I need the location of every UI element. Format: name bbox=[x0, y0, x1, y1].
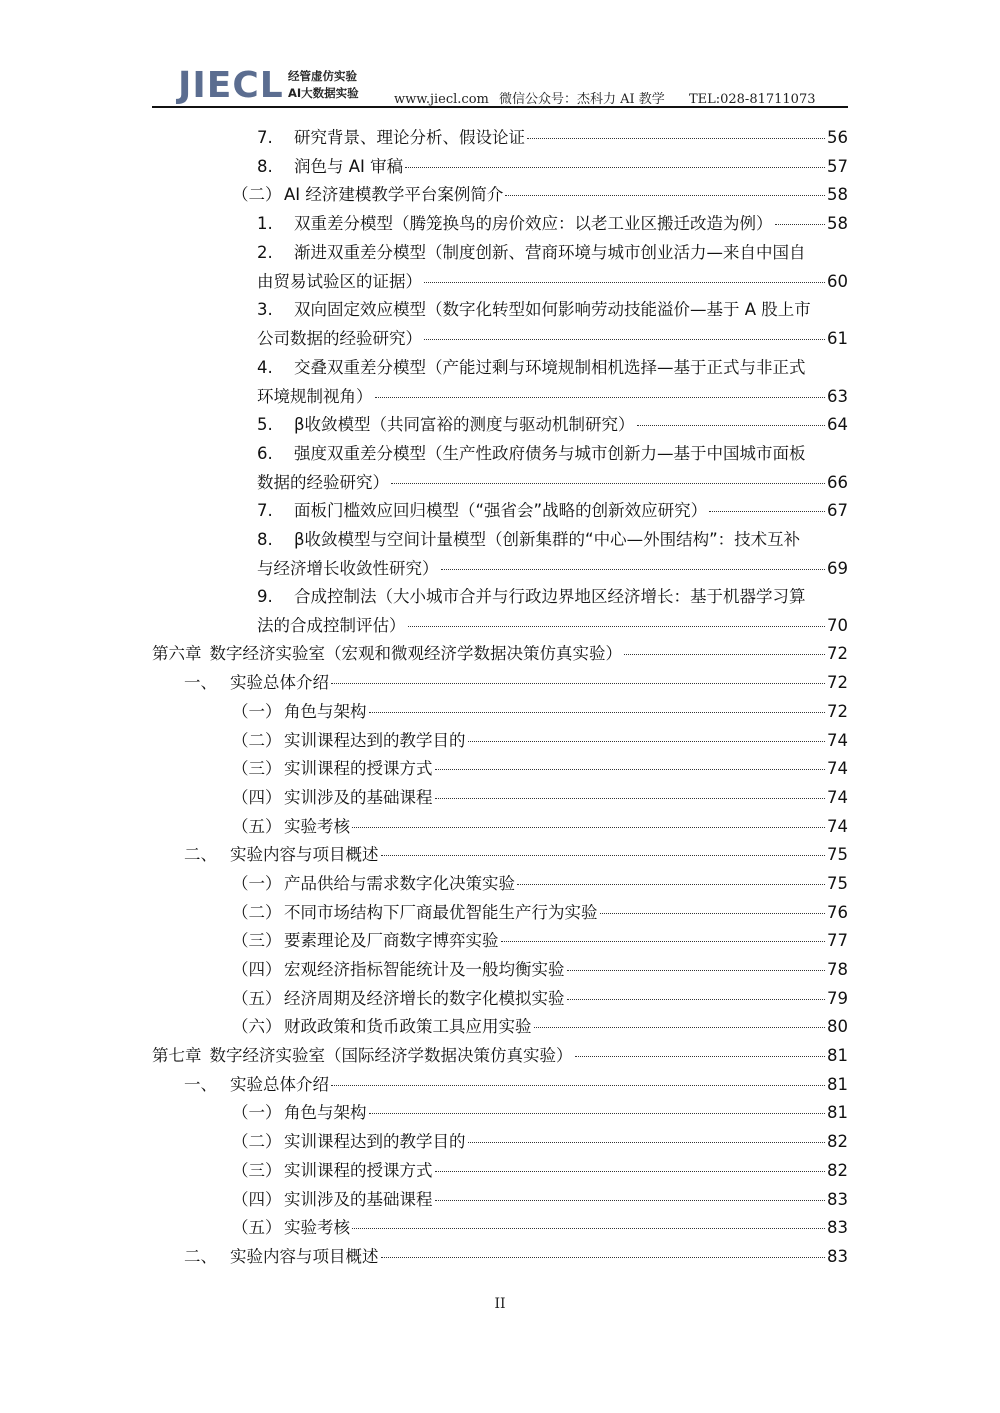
toc-entry-number: 7. bbox=[257, 128, 273, 147]
toc-entry-page: 81 bbox=[827, 1074, 848, 1094]
dot-leader bbox=[435, 1200, 826, 1201]
toc-entry-page: 74 bbox=[827, 816, 848, 836]
toc-entry[interactable] bbox=[152, 1239, 848, 1268]
toc-entry-page: 83 bbox=[827, 1218, 848, 1238]
toc-entry[interactable] bbox=[152, 1095, 848, 1124]
dot-leader bbox=[600, 913, 826, 914]
toc-entry-number: （三） bbox=[232, 1160, 282, 1180]
toc-entry-title: 实验考核 bbox=[284, 1218, 350, 1238]
toc-entry-page: 72 bbox=[827, 673, 848, 693]
toc-entry-number: （三） bbox=[232, 759, 282, 779]
toc-entry[interactable] bbox=[152, 1009, 848, 1038]
toc-entry-page: 76 bbox=[827, 902, 848, 922]
page-header bbox=[152, 64, 848, 108]
toc-entry-number: （五） bbox=[232, 988, 282, 1008]
toc-entry[interactable] bbox=[152, 436, 848, 493]
toc-entry-number: （五） bbox=[232, 816, 282, 836]
toc-entry-title: 实验总体介绍 bbox=[230, 1074, 329, 1094]
toc-entry-title: 合成控制法（大小城市合并与行政边界地区经济增长：基于机器学习算 bbox=[294, 587, 806, 607]
toc-entry-number: 6. bbox=[257, 443, 273, 463]
toc-entry[interactable] bbox=[152, 981, 848, 1010]
toc-entry-number: 4. bbox=[257, 357, 273, 377]
dot-leader bbox=[637, 425, 825, 426]
dot-leader bbox=[375, 397, 826, 398]
toc-entry-page: 82 bbox=[827, 1132, 848, 1152]
header-contact bbox=[394, 88, 821, 107]
dot-leader bbox=[405, 167, 825, 168]
toc-entry-page: 61 bbox=[827, 329, 848, 349]
dot-leader bbox=[369, 1113, 826, 1114]
jiecl-logo: JIECL bbox=[178, 65, 284, 106]
header-divider bbox=[152, 106, 848, 108]
toc-entry-title: 财政政策和货币政策工具应用实验 bbox=[284, 1017, 532, 1037]
toc-entry-page: 81 bbox=[827, 1046, 848, 1066]
toc-entry-number: 二、 bbox=[184, 845, 217, 865]
website-link[interactable]: www.jiecl.com bbox=[394, 92, 489, 107]
toc-entry[interactable] bbox=[152, 350, 848, 407]
dot-leader bbox=[408, 626, 826, 627]
dot-leader bbox=[709, 511, 825, 512]
toc-entry-page: 58 bbox=[827, 214, 848, 234]
toc-entry-page: 63 bbox=[827, 386, 848, 406]
tel-text: TEL:028-81711073 bbox=[688, 92, 816, 107]
toc-entry-number: 1. bbox=[257, 214, 273, 234]
dot-leader bbox=[435, 769, 826, 770]
toc-entry-page: 75 bbox=[827, 845, 848, 865]
toc-entry-title: 宏观经济指标智能统计及一般均衡实验 bbox=[284, 960, 565, 980]
toc-entry-number: 3. bbox=[257, 300, 273, 320]
dot-leader bbox=[441, 569, 826, 570]
toc-entry-page: 58 bbox=[827, 185, 848, 205]
toc-entry-page: 69 bbox=[827, 558, 848, 578]
toc-entry-page: 72 bbox=[827, 701, 848, 721]
toc-entry-page: 83 bbox=[827, 1189, 848, 1209]
toc-entry[interactable] bbox=[152, 694, 848, 723]
toc-entry-title: β收敛模型（共同富裕的测度与驱动机制研究） bbox=[294, 414, 635, 434]
dot-leader bbox=[567, 999, 826, 1000]
toc-entry-title: 强度双重差分模型（生产性政府债务与城市创新力—基于中国城市面板 bbox=[294, 443, 806, 463]
toc-entry-number: 9. bbox=[257, 587, 273, 607]
toc-entry-number: 2. bbox=[257, 242, 273, 262]
toc-entry-page: 78 bbox=[827, 960, 848, 980]
toc-entry-title: 角色与架构 bbox=[284, 1103, 367, 1123]
page-number: II bbox=[494, 1296, 506, 1312]
toc-entry-number: （二） bbox=[232, 902, 282, 922]
toc-entry[interactable] bbox=[152, 149, 848, 178]
toc-entry-number: 第六章 bbox=[152, 644, 202, 664]
toc-entry-title: 实训课程达到的教学目的 bbox=[284, 730, 466, 750]
toc-entry-number: 第七章 bbox=[152, 1046, 202, 1066]
toc-entry[interactable] bbox=[152, 1182, 848, 1211]
toc-entry[interactable] bbox=[152, 1210, 848, 1239]
dot-leader bbox=[331, 683, 825, 684]
dot-leader bbox=[575, 1056, 826, 1057]
toc-entry-number: （四） bbox=[232, 1189, 282, 1209]
toc-entry-page: 83 bbox=[827, 1246, 848, 1266]
toc-entry-number: （四） bbox=[232, 960, 282, 980]
toc-entry-title: 实验内容与项目概述 bbox=[230, 1246, 379, 1266]
toc-entry-page: 75 bbox=[827, 873, 848, 893]
toc-entry-page: 66 bbox=[827, 472, 848, 492]
toc-entry[interactable] bbox=[152, 235, 848, 292]
toc-entry-title: 角色与架构 bbox=[284, 701, 367, 721]
toc-entry-title: 面板门槛效应回归模型（“强省会”战略的创新效应研究） bbox=[294, 501, 708, 520]
toc-entry[interactable] bbox=[152, 636, 848, 665]
dot-leader bbox=[567, 970, 826, 971]
toc-entry-title: 不同市场结构下厂商最优智能生产行为实验 bbox=[284, 902, 598, 922]
dot-leader bbox=[331, 1085, 825, 1086]
toc-entry[interactable] bbox=[152, 780, 848, 809]
toc-entry-page: 60 bbox=[827, 271, 848, 291]
toc-entry-number: 5. bbox=[257, 414, 273, 434]
toc-entry-page: 70 bbox=[827, 616, 848, 636]
toc-entry-title-continued: 数据的经验研究） bbox=[257, 472, 389, 492]
toc-entry[interactable] bbox=[152, 407, 848, 436]
toc-entry[interactable] bbox=[152, 866, 848, 895]
toc-entry-title: 数字经济实验室（国际经济学数据决策仿真实验） bbox=[209, 1046, 573, 1066]
toc-entry-number: （一） bbox=[232, 873, 282, 893]
toc-entry-number: （一） bbox=[232, 701, 282, 721]
toc-entry-title: 实训涉及的基础课程 bbox=[284, 787, 433, 807]
toc-entry-number: 8. bbox=[257, 529, 273, 549]
toc-entry-page: 80 bbox=[827, 1017, 848, 1037]
toc-entry-title: 实验考核 bbox=[284, 816, 350, 836]
dot-leader bbox=[435, 1171, 826, 1172]
toc-entry[interactable] bbox=[152, 923, 848, 952]
dot-leader bbox=[381, 855, 826, 856]
logo-subtitle bbox=[288, 68, 359, 102]
dot-leader bbox=[424, 282, 825, 283]
toc-entry[interactable] bbox=[152, 952, 848, 981]
toc-entry[interactable] bbox=[152, 522, 848, 579]
toc-entry[interactable] bbox=[152, 493, 848, 522]
dot-leader bbox=[381, 1257, 826, 1258]
toc-entry-number: （二） bbox=[232, 1132, 282, 1152]
toc-entry-title: 交叠双重差分模型（产能过剩与环境规制相机选择—基于正式与非正式 bbox=[294, 357, 806, 377]
toc-entry-title-continued: 与经济增长收敛性研究） bbox=[257, 558, 439, 578]
toc-entry-number: 一、 bbox=[184, 673, 217, 693]
toc-entry-title: 双重差分模型（腾笼换鸟的房价效应：以老工业区搬迁改造为例） bbox=[294, 214, 773, 234]
toc-entry-page: 74 bbox=[827, 759, 848, 779]
dot-leader bbox=[527, 138, 825, 139]
toc-entry-title: β收敛模型与空间计量模型（创新集群的“中心—外围结构”：技术互补 bbox=[294, 529, 801, 549]
toc-entry-title: 研究背景、理论分析、假设论证 bbox=[294, 128, 525, 147]
toc-entry[interactable] bbox=[152, 1124, 848, 1153]
toc-entry-page: 56 bbox=[827, 128, 848, 147]
toc-entry-number: （六） bbox=[232, 1017, 282, 1037]
toc-entry-number: 7. bbox=[257, 501, 273, 520]
toc-entry-title: 实验内容与项目概述 bbox=[230, 845, 379, 865]
toc-entry-title: 要素理论及厂商数字博弈实验 bbox=[284, 931, 499, 951]
dot-leader bbox=[352, 827, 825, 828]
toc-entry-title-continued: 环境规制视角） bbox=[257, 386, 373, 406]
dot-leader bbox=[501, 941, 826, 942]
wechat-text: 微信公众号：杰科力 AI 教学 bbox=[499, 92, 665, 107]
toc-entry-title-continued: 公司数据的经验研究） bbox=[257, 329, 422, 349]
toc-entry-title-continued: 法的合成控制评估） bbox=[257, 616, 406, 636]
dot-leader bbox=[468, 1142, 826, 1143]
toc-entry[interactable] bbox=[152, 579, 848, 636]
toc-entry-page: 64 bbox=[827, 414, 848, 434]
dot-leader bbox=[369, 712, 826, 713]
toc-entry-title: 实训涉及的基础课程 bbox=[284, 1189, 433, 1209]
toc-entry-number: （二） bbox=[232, 730, 282, 750]
dot-leader bbox=[468, 741, 826, 742]
dot-leader bbox=[352, 1228, 825, 1229]
toc-entry-title: 产品供给与需求数字化决策实验 bbox=[284, 873, 515, 893]
dot-leader bbox=[424, 339, 825, 340]
toc-entry-number: 一、 bbox=[184, 1074, 217, 1094]
toc-entry[interactable] bbox=[152, 837, 848, 866]
toc-entry-page: 77 bbox=[827, 931, 848, 951]
toc-entry-page: 74 bbox=[827, 787, 848, 807]
toc-entry-title: 渐进双重差分模型（制度创新、营商环境与城市创业活力—来自中国自 bbox=[294, 242, 806, 262]
toc-entry-title: 实训课程的授课方式 bbox=[284, 1160, 433, 1180]
toc-entry-page: 72 bbox=[827, 644, 848, 664]
toc-entry-number: （四） bbox=[232, 787, 282, 807]
toc-entry-page: 74 bbox=[827, 730, 848, 750]
dot-leader bbox=[534, 1027, 826, 1028]
toc-entry-page: 81 bbox=[827, 1103, 848, 1123]
toc-entry[interactable] bbox=[152, 895, 848, 924]
logo-subtitle-line2: AI大数据实验 bbox=[288, 86, 359, 100]
toc-entry-page: 67 bbox=[827, 501, 848, 520]
toc-entry[interactable] bbox=[152, 120, 848, 149]
toc-entry[interactable] bbox=[152, 723, 848, 752]
toc-entry[interactable] bbox=[152, 206, 848, 235]
dot-leader bbox=[624, 654, 825, 655]
toc-entry[interactable] bbox=[152, 177, 848, 206]
toc-entry-title: 经济周期及经济增长的数字化模拟实验 bbox=[284, 988, 565, 1008]
toc-entry-number: 8. bbox=[257, 156, 273, 176]
toc-entry-title: AI 经济建模教学平台案例简介 bbox=[284, 185, 504, 205]
toc-entry[interactable] bbox=[152, 1153, 848, 1182]
toc-entry-number: （一） bbox=[232, 1103, 282, 1123]
toc-entry-title-continued: 由贸易试验区的证据） bbox=[257, 271, 422, 291]
toc-entry-number: （三） bbox=[232, 931, 282, 951]
table-of-contents bbox=[152, 120, 848, 1268]
toc-entry-title: 实训课程的授课方式 bbox=[284, 759, 433, 779]
dot-leader bbox=[775, 224, 826, 225]
dot-leader bbox=[391, 483, 825, 484]
toc-entry-page: 82 bbox=[827, 1160, 848, 1180]
toc-entry-title: 润色与 AI 审稿 bbox=[294, 156, 404, 176]
toc-entry-number: （二） bbox=[232, 185, 282, 205]
toc-entry-number: 二、 bbox=[184, 1246, 217, 1266]
toc-entry-title: 数字经济实验室（宏观和微观经济学数据决策仿真实验） bbox=[209, 644, 622, 664]
toc-entry-page: 57 bbox=[827, 156, 848, 176]
toc-entry[interactable] bbox=[152, 665, 848, 694]
dot-leader bbox=[505, 195, 825, 196]
toc-entry[interactable] bbox=[152, 292, 848, 349]
logo-subtitle-line1: 经管虚仿实验 bbox=[288, 69, 357, 83]
toc-entry-title: 实验总体介绍 bbox=[230, 673, 329, 693]
dot-leader bbox=[435, 798, 826, 799]
toc-entry[interactable] bbox=[152, 1067, 848, 1096]
toc-entry-page: 79 bbox=[827, 988, 848, 1008]
toc-entry[interactable] bbox=[152, 809, 848, 838]
dot-leader bbox=[517, 884, 825, 885]
toc-entry[interactable] bbox=[152, 751, 848, 780]
toc-entry-title: 双向固定效应模型（数字化转型如何影响劳动技能溢价—基于 A 股上市 bbox=[294, 300, 811, 320]
toc-entry-number: （五） bbox=[232, 1218, 282, 1238]
toc-entry[interactable] bbox=[152, 1038, 848, 1067]
toc-entry-title: 实训课程达到的教学目的 bbox=[284, 1132, 466, 1152]
